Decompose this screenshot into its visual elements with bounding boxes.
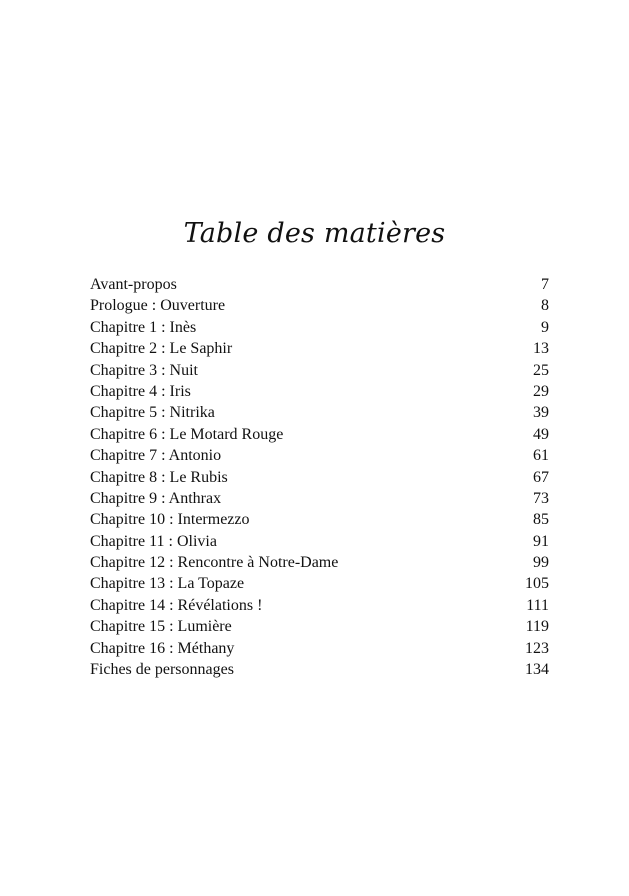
toc-entry-label: Chapitre 4 : Iris (90, 382, 191, 400)
toc-entry (90, 402, 549, 423)
toc-entry (90, 445, 549, 466)
toc-entry (90, 317, 549, 338)
toc-entry-page: 123 (525, 639, 549, 657)
toc-entry-page: 9 (541, 318, 549, 336)
toc-entry-page: 134 (525, 661, 549, 679)
toc-entry-label: Chapitre 12 : Rencontre à Notre-Dame (90, 554, 339, 572)
toc-entry-label: Chapitre 14 : Révélations ! (90, 596, 263, 614)
toc-entry (90, 659, 549, 680)
toc-entry (90, 274, 549, 295)
toc-entry-page: 119 (525, 618, 549, 636)
toc-entry-page: 7 (541, 276, 549, 293)
toc-entry-page: 85 (533, 511, 549, 529)
toc-entry-label: Chapitre 16 : Méthany (90, 639, 235, 657)
toc-entry (90, 295, 549, 316)
toc-entry-page: 13 (533, 340, 549, 358)
toc-entry (90, 616, 549, 637)
toc-entry (90, 338, 549, 359)
toc-entry-page: 73 (533, 489, 549, 507)
toc-entry-label: Chapitre 13 : La Topaze (90, 575, 245, 593)
toc-entry (90, 360, 549, 381)
toc-entry-page: 29 (533, 382, 549, 400)
toc-entry-page: 91 (533, 532, 549, 550)
toc-entry-label: Chapitre 11 : Olivia (90, 532, 217, 550)
toc-entry-page: 8 (541, 297, 549, 315)
page-title: Table des matières (183, 218, 446, 249)
toc-entry (90, 381, 549, 402)
toc-entry-page: 105 (525, 575, 549, 593)
toc-entry (90, 509, 549, 530)
toc-entry-label: Chapitre 8 : Le Rubis (90, 468, 228, 486)
toc-entry (90, 467, 549, 488)
toc-entry (90, 531, 549, 552)
toc-entry-label: Chapitre 6 : Le Motard Rouge (90, 425, 284, 443)
toc-entry-label: Chapitre 3 : Nuit (90, 361, 198, 379)
toc-entry-label: Fiches de personnages (90, 661, 234, 679)
toc-entry-label: Chapitre 1 : Inès (90, 318, 197, 336)
toc-entry-label: Chapitre 9 : Anthrax (90, 489, 222, 507)
toc-entry (90, 424, 549, 445)
toc-entry-label: Prologue : Ouverture (90, 297, 226, 315)
toc-entry-label: Chapitre 5 : Nitrika (90, 404, 215, 422)
toc-entry-page: 39 (533, 404, 549, 422)
toc-entry (90, 638, 549, 659)
toc-entry (90, 552, 549, 573)
toc-entry-label: Avant-propos (90, 276, 177, 293)
toc-entry-page: 111 (526, 596, 549, 614)
toc-entry-page: 49 (533, 425, 549, 443)
toc-entry-label: Chapitre 10 : Intermezzo (90, 511, 250, 529)
toc-entry-page: 25 (533, 361, 549, 379)
toc-entry (90, 573, 549, 594)
toc-entry-page: 67 (533, 468, 549, 486)
toc-entry-label: Chapitre 15 : Lumière (90, 618, 232, 636)
toc-entry-label: Chapitre 2 : Le Saphir (90, 340, 233, 358)
toc-entry (90, 488, 549, 509)
toc-entry-label: Chapitre 7 : Antonio (90, 447, 222, 465)
table-of-contents (90, 274, 549, 680)
toc-entry-page: 99 (533, 554, 549, 572)
toc-entry (90, 595, 549, 616)
toc-entry-page: 61 (533, 447, 549, 465)
